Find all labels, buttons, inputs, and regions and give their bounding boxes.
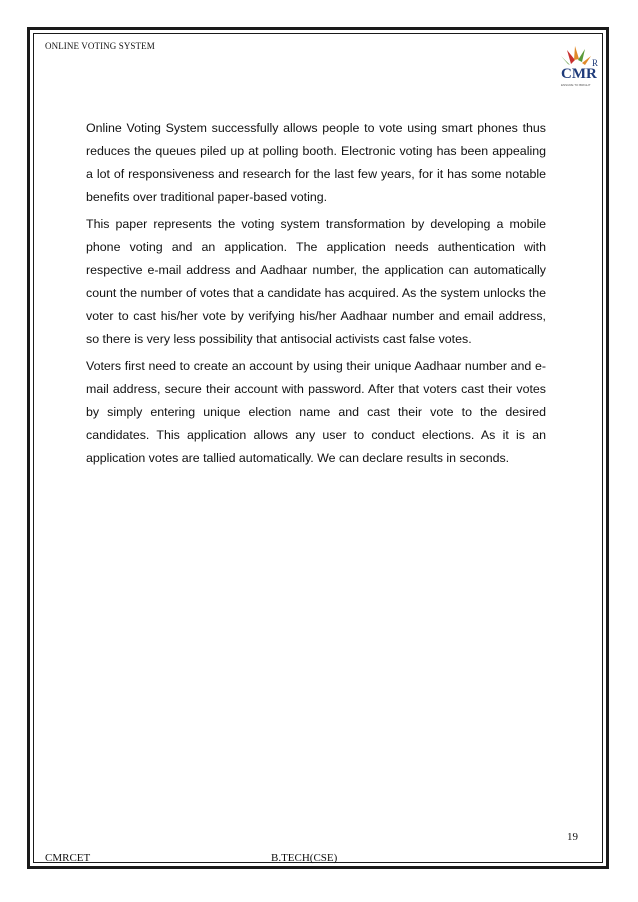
paragraph-1: Online Voting System successfully allows people to vote using smart phones thus reduces the queues piled up at polling booth. Electronic voting has been appealing a lot of responsiveness and research for the last few years, for it has some notable benefits over traditional paper-based voting. (86, 121, 546, 204)
cmr-logo (553, 44, 601, 92)
page-number: 19 (567, 831, 578, 843)
cmr-logo-graphic (553, 44, 601, 92)
paragraph-3: Voters first need to create an account by using their unique Aadhaar number and e-mail address, secure their account with password. After that voters cast their votes by simply entering unique election name and cast their vote to the desired candidates. This application allows any user to conduct elections. As it is an application votes are tallied automatically. We can declare results in seconds. (86, 359, 546, 465)
logo-superscript: R (592, 58, 599, 68)
logo-tagline: ENSURE TO BRIGHT (561, 83, 591, 87)
logo-text: CMR (561, 66, 597, 82)
footer-department: B.TECH(CSE) (271, 852, 338, 864)
footer-institution: CMRCET (45, 852, 91, 864)
paragraph-2: This paper represents the voting system transformation by developing a mobile phone voting and an application. The application needs authentication with respective e-mail address and Aadhaar number, the application can automatically count the number of votes that a candidate has acquired. As the system unlocks the voter to cast his/her vote by verifying his/her Aadhaar number and email address, so there is very less possibility that antisocial activists cast false votes. (86, 217, 546, 346)
body-text (86, 117, 546, 474)
running-header: ONLINE VOTING SYSTEM (45, 41, 155, 51)
